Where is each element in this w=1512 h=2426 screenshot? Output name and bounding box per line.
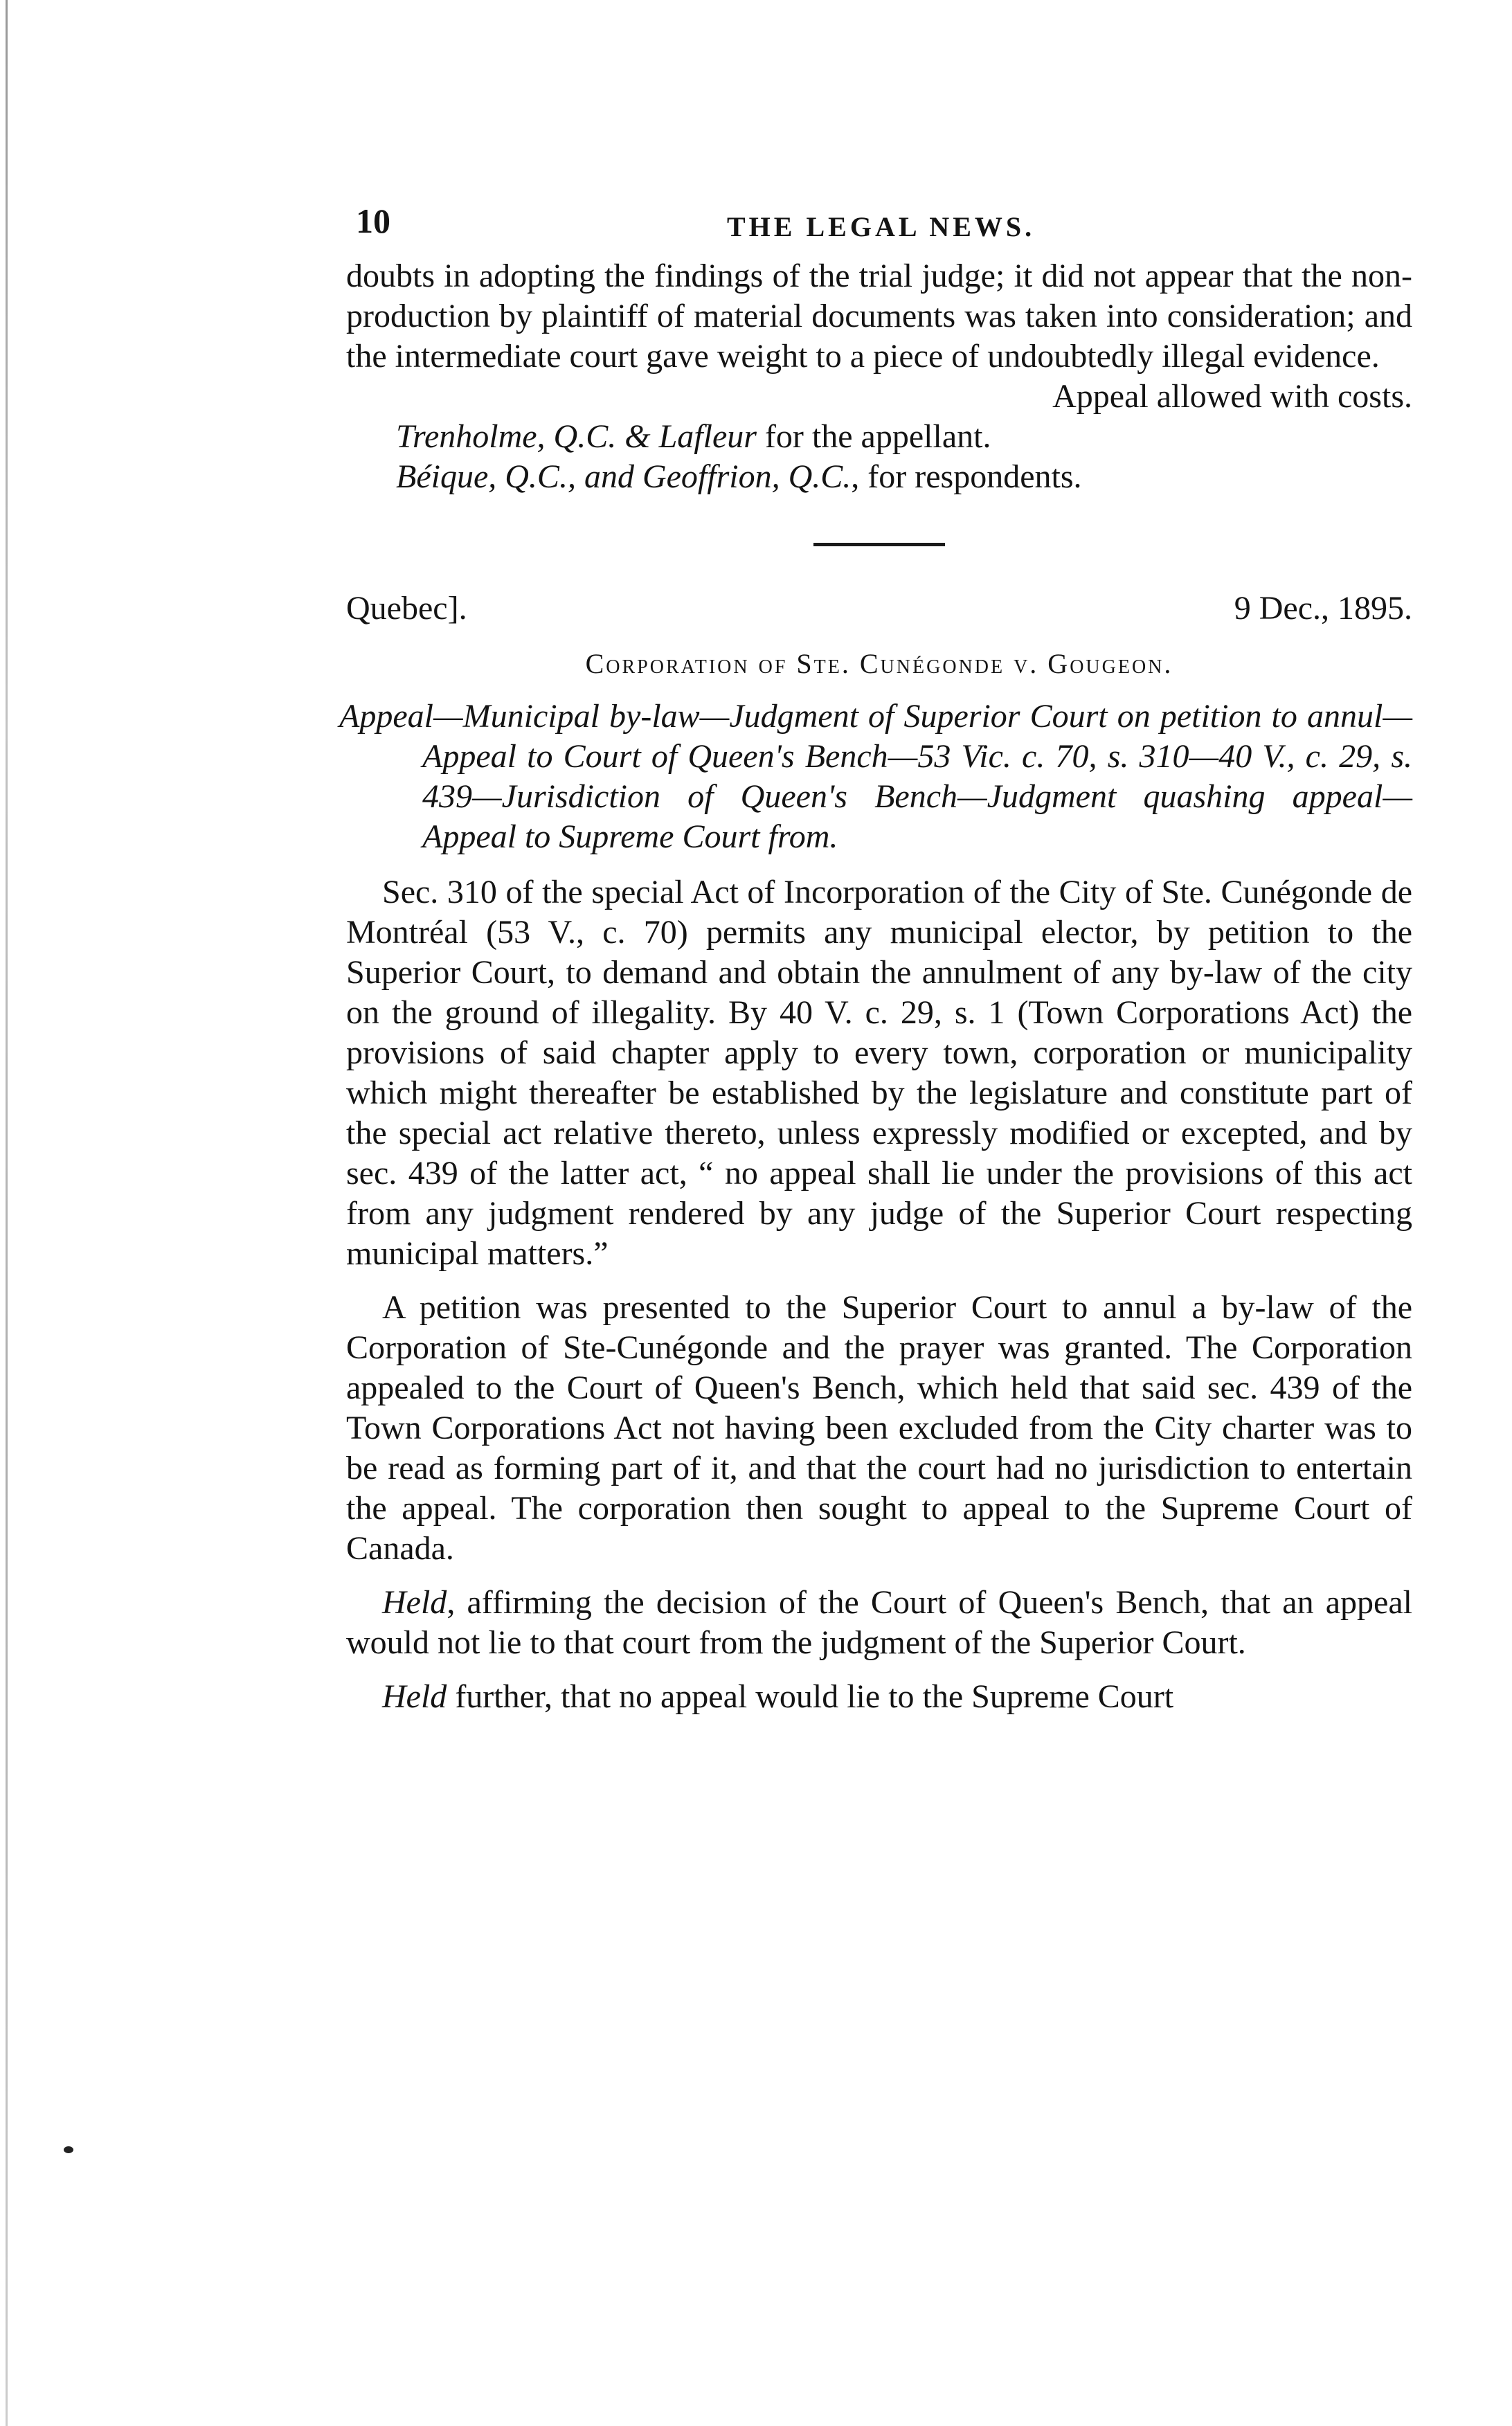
headnote: Appeal—Municipal by-law—Judgment of Superior Court on petition to annul—Appeal to Court of Queen's Bench—53 Vic. c. 70, s. 310—40 V., c. 29, s. 439—Jurisdiction of Queen's Bench—Judgment quashing appeal—Appeal to Supreme Court from. (339, 698, 1412, 855)
counsel-appellant-names: Trenholme, Q.C. & Lafleur (396, 418, 757, 455)
decision-date: 9 Dec., 1895. (1234, 590, 1412, 627)
counsel-respondent-role: , for respondents. (851, 458, 1082, 495)
section-divider (813, 543, 945, 546)
ink-spot (64, 2146, 73, 2153)
paragraph-statute: Sec. 310 of the special Act of Incorporation of the City of Ste. Cunégonde de Montréal (53 V., c. 70) permits any municipal elector, by petition to the Superior Court, to demand and obtain the annulment of any by-law of the city on the ground of illegality. By 40 V. c. 29, s. 1 (Town Corporations Act) the provisions of said chapter apply to every town, corporation or municipality which might thereafter be established by the legislature and constitute part of the special act relative thereto, unless expressly modified or excepted, and by sec. 439 of the latter act, “ no appeal shall lie under the provisions of this act from any judgment rendered by any judge of the Superior Court respecting municipal matters.” (346, 874, 1412, 1272)
paragraph-held-1 (346, 1583, 1412, 1663)
page-number: 10 (356, 201, 390, 240)
counsel-appellant (346, 417, 1412, 457)
held-1-lead: Held (382, 1584, 447, 1621)
case-date-line (346, 588, 1412, 629)
case-title: Corporation of Ste. Cunégonde v. Gougeon. (585, 648, 1173, 679)
paragraph-held-2 (346, 1677, 1412, 1717)
paragraph-facts: A petition was presented to the Superior Court to annul a by-law of the Corporation of Ste-Cunégonde and the prayer was granted. The Corporation appealed to the Court of Queen's Bench, which held that said sec. 439 of the Town Corporations Act not having been excluded from the City charter was to be read as forming part of it, and that the court had no jurisdiction to entertain the appeal. The corporation then sought to appeal to the Supreme Court of Canada. (346, 1289, 1412, 1567)
disposition: Appeal allowed with costs. (1052, 378, 1412, 415)
counsel-appellant-role: for the appellant. (756, 418, 991, 455)
held-2-text: further, that no appeal would lie to the Supreme Court (447, 1678, 1174, 1715)
counsel-respondent (346, 457, 1412, 497)
page (339, 180, 1412, 1731)
held-1-text: , affirming the decision of the Court of Queen's Bench, that an appeal would not lie to that court from the judgment of the Superior Court. (346, 1584, 1412, 1661)
scan-edge (6, 0, 8, 2426)
held-2-lead: Held (382, 1678, 447, 1715)
counsel-respondent-names: Béique, Q.C., and Geoffrion, Q.C. (396, 458, 852, 495)
journal-title: THE LEGAL NEWS. (727, 211, 1036, 242)
previous-case-conclusion: doubts in adopting the findings of the trial judge; it did not appear that the non-production by plaintiff of material documents was taken into consideration; and the intermediate court gave weight to a piece of undoubtedly illegal evidence. (346, 258, 1412, 375)
running-head (346, 180, 1412, 256)
province: Quebec]. (346, 590, 467, 627)
